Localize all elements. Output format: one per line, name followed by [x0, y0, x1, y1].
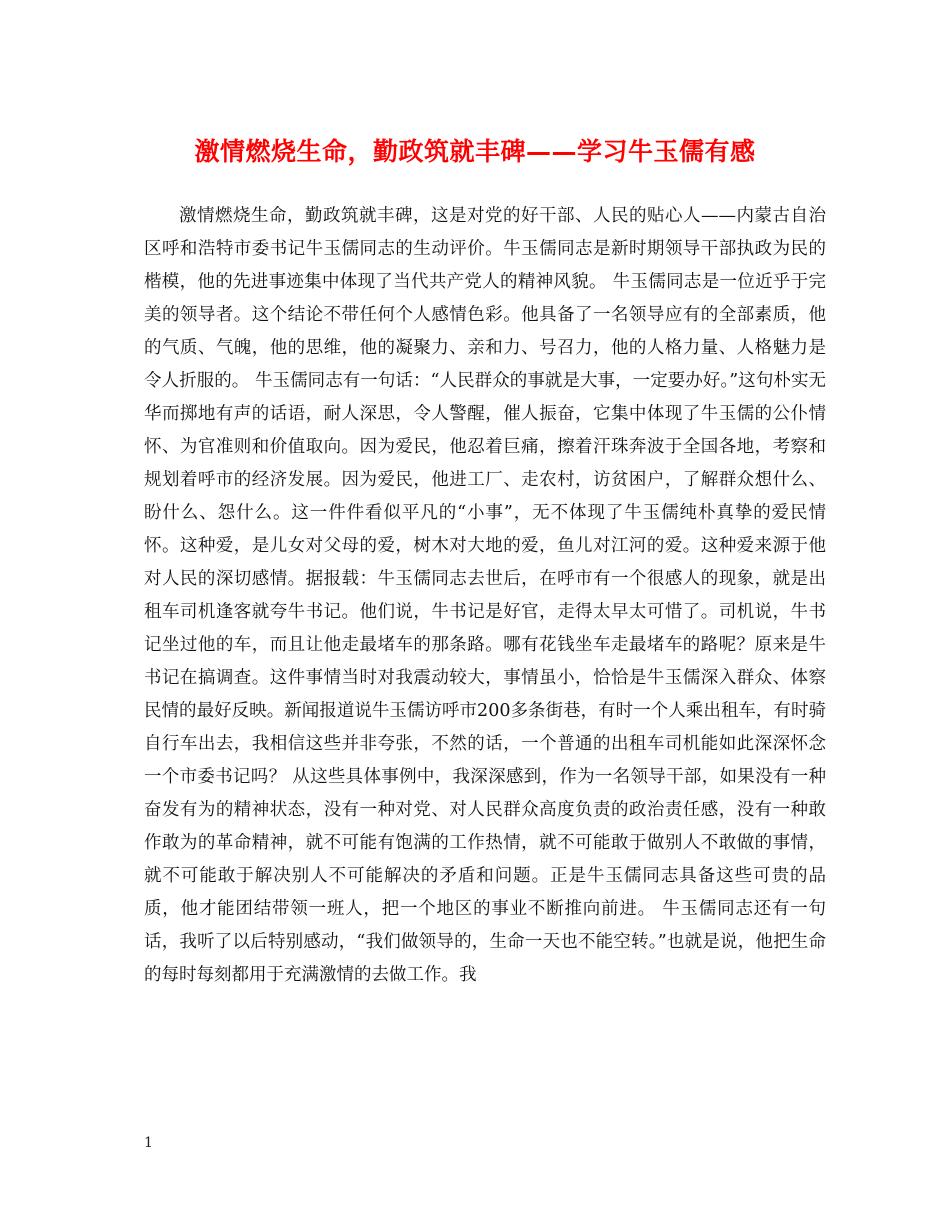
body-paragraph: 激情燃烧生命，勤政筑就丰碑，这是对党的好干部、人民的贴心人——内蒙古自治区呼和浩特市委书记牛玉儒同志的生动评价。牛玉儒同志是新时期领导干部执政为民的楷模，他的先进事迹集中体现了当代共产党人的精神风貌。 牛玉儒同志是一位近乎于完美的领导者。这个结论不带任何个人感情色彩。他具备了一名领导应有的全部素质，他的气质、气魄，他的思维，他的凝聚力、亲和力、号召力，他的人格力量、人格魅力是令人折服的。 牛玉儒同志有一句话：“人民群众的事就是大事，一定要办好。”这句朴实无华而掷地有声的话语，耐人深思，令人警醒，催人振奋，它集中体现了牛玉儒的公仆情怀、为官准则和价值取向。因为爱民，他忍着巨痛，擦着汗珠奔波于全国各地，考察和规划着呼市的经济发展。因为爱民，他进工厂、走农村，访贫困户，了解群众想什么、盼什么、怨什么。这一件件看似平凡的“小事”，无不体现了牛玉儒纯朴真挚的爱民情怀。这种爱，是儿女对父母的爱，树木对大地的爱，鱼儿对江河的爱。这种爱来源于他对人民的深切感情。据报载：牛玉儒同志去世后，在呼市有一个很感人的现象，就是出租车司机逢客就夸牛书记。他们说，牛书记是好官，走得太早太可惜了。司机说，牛书记坐过他的车，而且让他走最堵车的那条路。哪有花钱坐车走最堵车的路呢？原来是牛书记在搞调查。这件事情当时对我震动较大，事情虽小，恰恰是牛玉儒深入群众、体察民情的最好反映。新闻报道说牛玉儒访呼市200多条街巷，有时一个人乘出租车，有时骑自行车出去，我相信这些并非夸张，不然的话，一个普通的出租车司机能如此深深怀念一个市委书记吗？ 从这些具体事例中，我深深感到，作为一名领导干部，如果没有一种奋发有为的精神状态，没有一种对党、对人民群众高度负责的政治责任感，没有一种敢作敢为的革命精神，就不可能有饱满的工作热情，就不可能敢于做别人不敢做的事情，就不可能敢于解决别人不可能解决的矛盾和问题。正是牛玉儒同志具备这些可贵的品质，他才能团结带领一班人，把一个地区的事业不断推向前进。 牛玉儒同志还有一句话，我听了以后特别感动，“我们做领导的，生命一天也不能空转。”也就是说，他把生命的每时每刻都用于充满激情的去做工作。我 — [144, 206, 826, 985]
document-title: 激情燃烧生命，勤政筑就丰碑——学习牛玉儒有感 — [194, 137, 756, 166]
page-number: 1 — [144, 1135, 153, 1151]
